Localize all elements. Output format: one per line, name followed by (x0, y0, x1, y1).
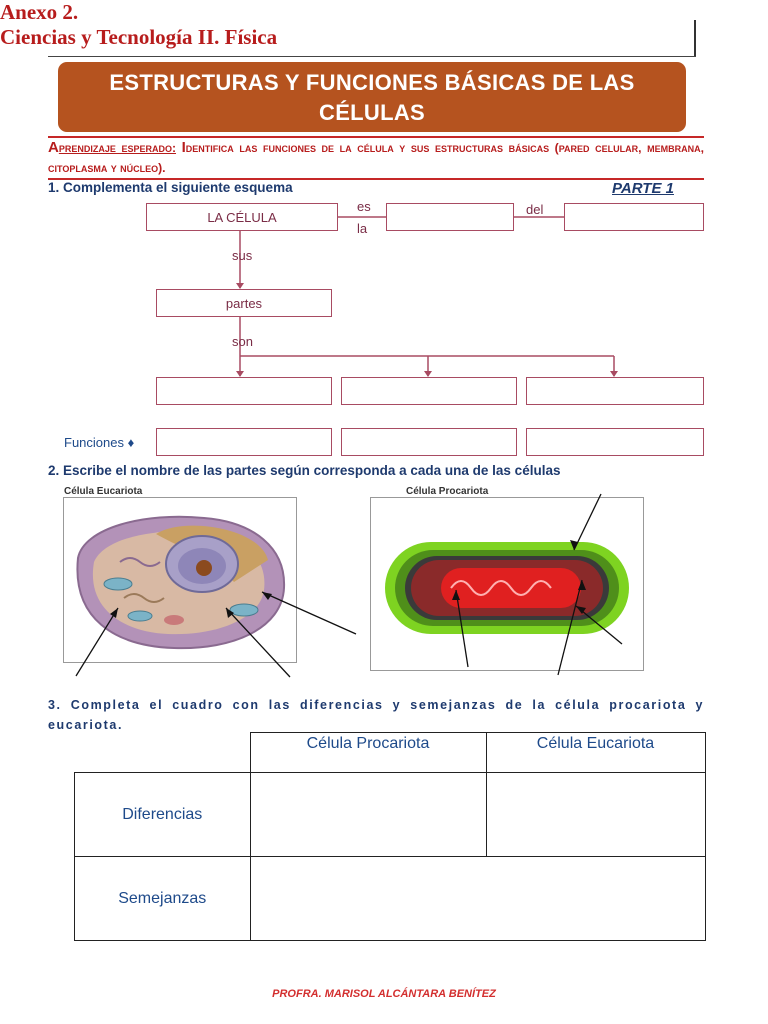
expected-learning-text-initial: I (181, 139, 186, 156)
question-2: 2. Escribe el nombre de las partes según corresponda a cada una de las células (48, 463, 561, 478)
part-label: PARTE 1 (612, 180, 674, 197)
subject-title: Ciencias y Tecnología II. Física (0, 25, 278, 49)
scheme-cell-label: LA CÉLULA (207, 210, 277, 225)
table-header-eukaryote: Célula Eucariota (486, 733, 705, 773)
question-1: 1. Complementa el siguiente esquema (48, 180, 293, 195)
expected-learning-label-initial: A (48, 139, 59, 156)
expected-learning-label: prendizaje esperado: (58, 141, 177, 155)
table-corner-empty (75, 733, 251, 773)
scheme-parts-label: partes (225, 296, 263, 311)
prokaryote-caption: Célula Procariota (406, 486, 489, 497)
table-row-label-differences: Diferencias (75, 773, 251, 857)
comparison-table (74, 732, 706, 941)
connector-es: es (357, 199, 371, 214)
table-row-label-similarities: Semejanzas (75, 857, 251, 941)
connector-del: del (526, 202, 544, 217)
table-cell-similarities[interactable] (250, 857, 705, 941)
connector-la: la (357, 221, 368, 236)
page-title: ESTRUCTURAS Y FUNCIONES BÁSICAS DE LAS CÉLULAS (58, 62, 686, 132)
question-3: 3. Completa el cuadro con las diferencias y semejanzas de la célula procariota y eucariota. (48, 698, 704, 732)
functions-label: Funciones ♦ (64, 435, 135, 450)
connector-son: son (232, 334, 253, 349)
table-cell-differences-prokaryote[interactable] (250, 773, 486, 857)
table-cell-differences-eukaryote[interactable] (486, 773, 705, 857)
annex-label: Anexo 2. (0, 0, 79, 24)
expected-learning-text: dentifica las funciones de la célula y sus estructuras básicas (pared celular, membrana, citoplasma y núcleo). (48, 141, 704, 175)
table-header-prokaryote: Célula Procariota (250, 733, 486, 773)
eukaryote-caption: Célula Eucariota (64, 486, 143, 497)
connector-sus: sus (232, 248, 253, 263)
footer-author: PROFRA. MARISOL ALCÁNTARA BENÍTEZ (272, 988, 496, 1000)
